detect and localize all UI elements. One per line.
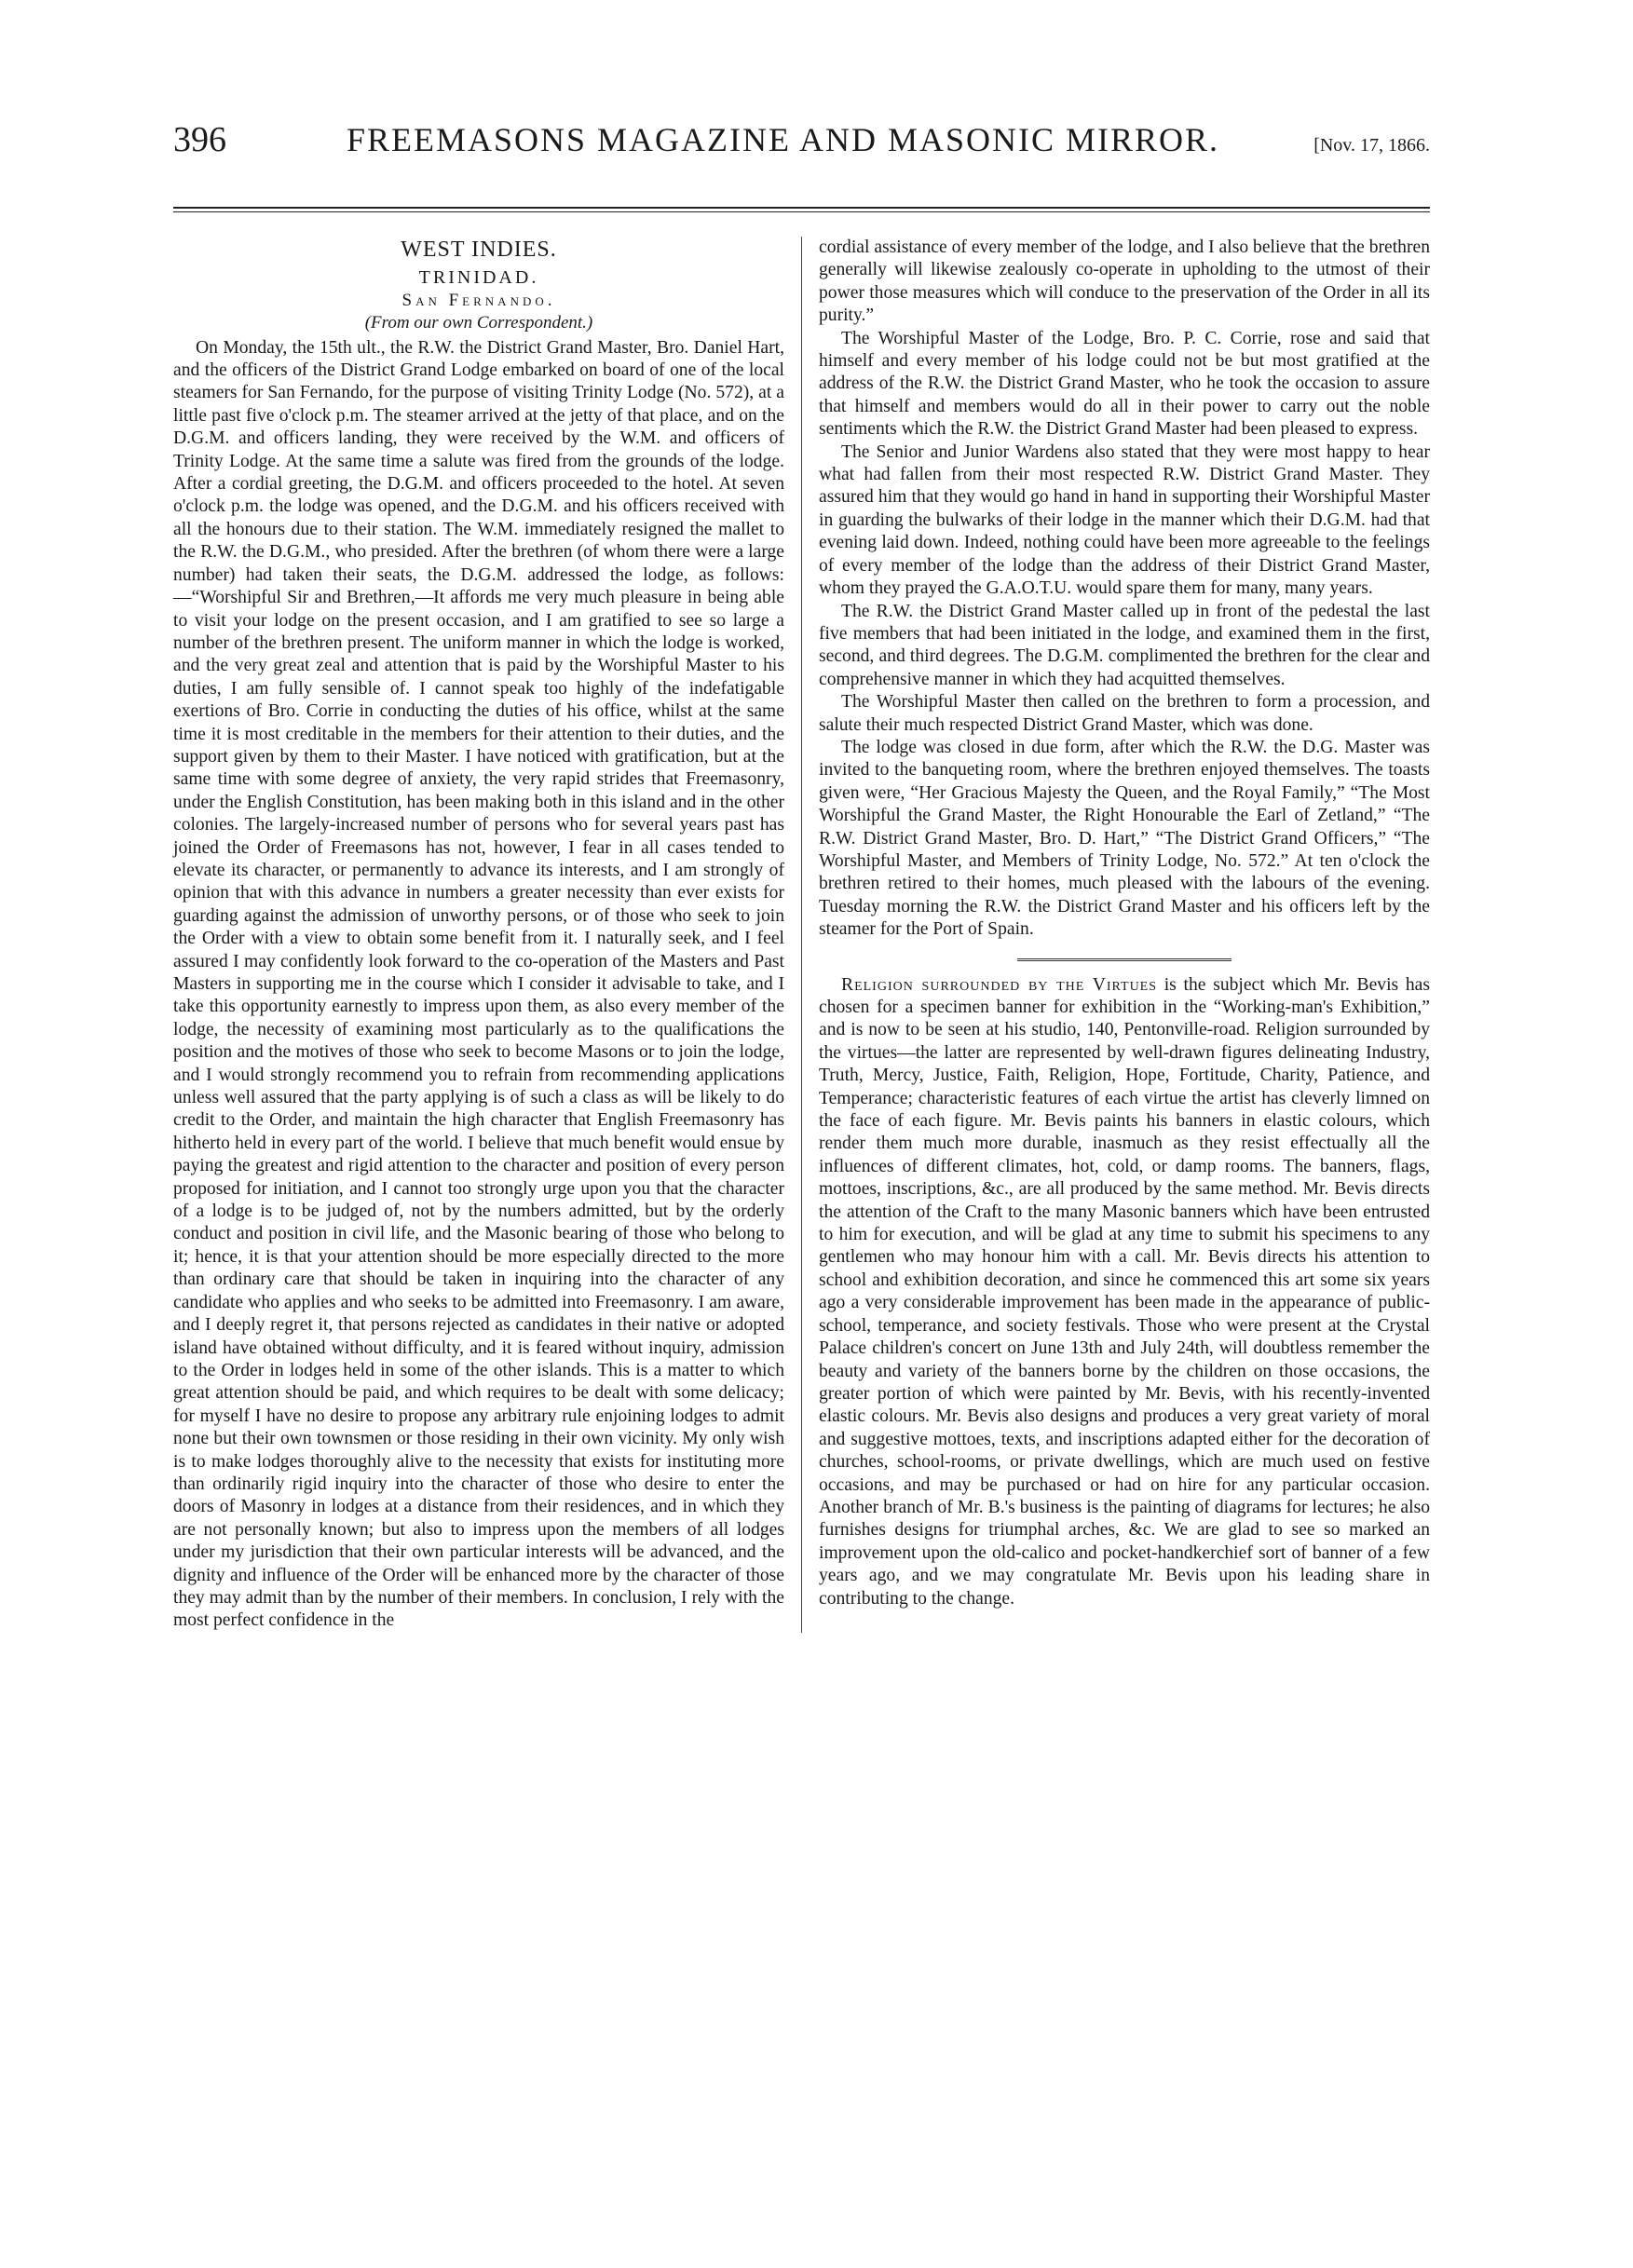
religion-lead-text: Religion surrounded by the Virtues (841, 974, 1158, 995)
article-paragraph: The Senior and Junior Wardens also stated that they were most happy to hear what had fallen from their most respected R.W. District Grand Master. They assured him that they would go hand in hand in supporting their Worshipful Master in guarding the bulwarks of their lodge in the manner which their D.G.M. had that evening laid down. Indeed, nothing could have been more agreeable to the feelings of every member of the lodge than the address of their District Grand Master, whom they prayed the G.A.O.T.U. would spare them for many, many years. (819, 441, 1430, 599)
article-paragraph: On Monday, the 15th ult., the R.W. the District Grand Master, Bro. Daniel Hart, and the officers of the District Grand Lodge embarked on board of one of the local steamers for San Fernando, for the purpose of visiting Trinity Lodge (No. 572), at a little past five o'clock p.m. The steamer arrived at the jetty of that place, and on the D.G.M. and officers landing, they were received by the W.M. and officers of Trinity Lodge. At the same time a salute was fired from the grounds of the lodge. After a cordial greeting, the D.G.M. and officers proceeded to the hotel. At seven o'clock p.m. the lodge was opened, and the D.G.M. and his officers received with all the honours due to their station. The W.M. immediately resigned the mallet to the R.W. the D.G.M., who presided. After the brethren (of whom there were a large number) had taken their seats, the D.G.M. addressed the lodge, as follows:—“Worshipful Sir and Brethren,—It affords me very much pleasure in being able to visit your lodge on the present occasion, and I am gratified to see so large a number of the brethren present. The uniform manner in which the lodge is worked, and the very great zeal and attention that is paid by the Worshipful Master to his duties, I am fully sensible of. I cannot speak too highly of the indefatigable exertions of Bro. Corrie in conducting the duties of his office, whilst at the same time it is most creditable in the members for their attention to their duties, and the support given by them to their Master. I have noticed with gratification, but at the same time with some degree of anxiety, the very rapid strides that Freemasonry, under the English Constitution, has been making both in this island and in the other colonies. The largely-increased number of persons who for several years past has joined the Order of Freemasons has not, however, I fear in all cases tended to elevate its character, or permanently to advance its interests, and I am strongly of opinion that with this advance in numbers a greater necessity than ever exists for guarding against the admission of unworthy persons, or of those who seek to join the Order with a view to obtain some benefit from it. I naturally seek, and I feel assured I may confidently look forward to the co-operation of the Masters and Past Masters in supporting me in the course which I consider it advisable to take, and I take this opportunity earnestly to impress upon them, as also every member of the lodge, the necessity of examining most particularly as to the qualifications the position and the motives of those who seek to become Masons or to join the lodge, and I would strongly recommend you to refrain from recommending applications unless well assured that the party applying is of such a class as will be likely to do credit to the Order, and maintain the high character that English Freemasonry has hitherto held in every part of the world. I believe that much benefit would ensue by paying the greatest and rigid attention to the character and position of every person proposed for initiation, and I cannot too strongly urge upon you that the character of a lodge is to be judged of, not by the numbers admitted, but by the orderly conduct and position in civil life, and the Masonic bearing of those who belong to it; hence, it is that your attention should be more especially directed to the more than ordinary care that should be taken in inquiring into the character of any candidate who applies and who seeks to be admitted into Freemasonry. I am aware, and I deeply regret it, that persons rejected as candidates in their native or adopted island have obtained without difficulty, and it is feared without inquiry, admission to the Order in lodges held in some of the other islands. This is a matter to which great attention should be paid, and which requires to be dealt with some delicacy; for myself I have no desire to propose any arbitrary rule enjoining lodges to admit none but their own townsmen or those residing in their own vicinity. My only wish is to make lodges thoroughly alive to the necessity that exists for instituting more than ordinarily rigid inquiry into the character of those who desire to enter the doors of Masonry in lodges at a distance from their residences, and in which they are not personally known; but also to impress upon the members of all lodges under my jurisdiction that their own particular interests will be advanced, and the dignity and influence of the Order will be enhanced more by the character of those they may admit than by the number of their members. In conclusion, I rely with the most perfect confidence in the (173, 337, 784, 1631)
article-paragraph: The Worshipful Master of the Lodge, Bro. P. C. Corrie, rose and said that himself and every member of his lodge could not be but most gratified at the address of the R.W. the District Grand Master, who he took the occasion to assure that himself and members would do all in their power to carry out the noble sentiments which the R.W. the District Grand Master had been pleased to express. (819, 328, 1430, 440)
religion-article-paragraph (819, 974, 1430, 1610)
article-columns (173, 237, 1430, 1633)
religion-body-text: is the subject which Mr. Bevis has chosen for a specimen banner for exhibition in the “Working-man's Exhibition,” and is now to be seen at his studio, 140, Pentonville-road. Religion surrounded by the virtues—the latter are represented by well-drawn figures delineating Industry, Truth, Mercy, Justice, Faith, Religion, Hope, Fortitude, Charity, Patience, and Temperance; characteristic features of each virtue the artist has cleverly limned on the face of each figure. Mr. Bevis paints his banners in elastic colours, which render them much more durable, inasmuch as they resist effectually all the influences of different climates, hot, cold, or damp rooms. The banners, flags, mottoes, inscriptions, &c., are all produced by the same method. Mr. Bevis directs the attention of the Craft to the many Masonic banners which have been entrusted to him for execution, and will be glad at any time to submit his specimens to any gentlemen who may honour him with a call. Mr. Bevis directs his attention to school and exhibition decoration, and since he commenced this art some six years ago a very considerable improvement has been made in the appearance of public-school, temperance, and society festivals. Those who were present at the Crystal Palace children's concert on June 13th and July 24th, will doubtless remember the beauty and variety of the banners borne by the children on those occasions, the greater portion of which were painted by Mr. Bevis, with his recently-invented elastic colours. Mr. Bevis also designs and produces a very great variety of moral and suggestive mottoes, texts, and inscriptions adapted either for the decoration of churches, school-rooms, or private dwellings, which are much used on festive occasions, and may be purchased or had on hire for any particular occasion. Another branch of Mr. B.'s business is the painting of diagrams for lectures; he also furnishes designs for triumphal arches, &c. We are glad to see so marked an improvement upon the old-calico and pocket-handkerchief sort of banner of a few years ago, and we may congratulate Mr. Bevis upon his leading share in contributing to the change. (819, 974, 1430, 1609)
page-header (173, 119, 1430, 168)
article-paragraph: The Worshipful Master then called on the brethren to form a procession, and salute their much respected District Grand Master, which was done. (819, 692, 1430, 735)
section-title: WEST INDIES. (401, 238, 557, 262)
byline: (From our own Correspondent.) (364, 313, 593, 333)
article-paragraph: cordial assistance of every member of the lodge, and I also believe that the brethren generally will likewise zealously co-operate in upholding to the utmost of their power those measures which will conduce to the preservation of the Order in all its purity.” (819, 238, 1430, 326)
page-number: 396 (173, 120, 226, 159)
header-rule (173, 207, 1430, 212)
masthead-title: FREEMASONS MAGAZINE AND MASONIC MIRROR. (346, 121, 1220, 158)
article-paragraph: The lodge was closed in due form, after which the R.W. the D.G. Master was invited to the banqueting room, where the brethren enjoyed themselves. The toasts given were, “Her Gracious Majesty the Queen, and the Royal Family,” “The Most Worshipful the Grand Master, the Right Honourable the Earl of Zetland,” “The R.W. District Grand Master, Bro. D. Hart,” “The District Grand Officers,” “The Worshipful Master, and Members of Trinity Lodge, No. 572.” At ten o'clock the brethren retired to their homes, much pleased with the labours of the evening. Tuesday morning the R.W. the District Grand Master and his officers left by the steamer for the Port of Spain. (819, 737, 1430, 940)
section-separator-rule (1017, 958, 1232, 961)
issue-date: [Nov. 17, 1866. (1313, 135, 1430, 156)
left-column (173, 237, 801, 1633)
location-heading: TRINIDAD. (418, 267, 539, 289)
article-paragraph: The R.W. the District Grand Master called up in front of the pedestal the last five members that had been initiated in the lodge, and examined them in the first, second, and third degrees. The D.G.M. complimented the brethren for the clear and comprehensive manner in which they had acquitted themselves. (819, 601, 1430, 689)
right-column (802, 237, 1430, 1633)
sub-location-heading: San Fernando. (401, 290, 556, 310)
